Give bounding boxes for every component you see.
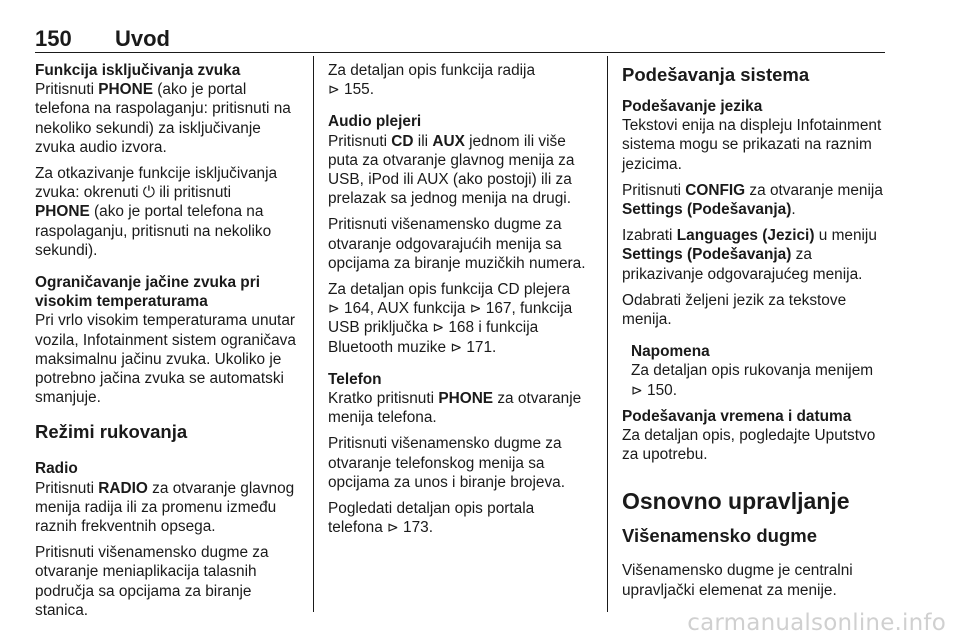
reference-arrow-icon: ⊳	[450, 338, 463, 355]
heading-audio-players: Audio plejeri	[328, 113, 422, 131]
reference-arrow-icon: ⊳	[432, 319, 445, 336]
paragraph: Pritisnuti višenamensko dugme za otvaranje meniaplikacija talasnih područja sa opcijama za biranje stanica.	[35, 544, 269, 619]
paragraph: Tekstovi enija na displeju Infotainment sistema mogu se prikazati na raznim jezicima.	[622, 117, 882, 173]
reference-arrow-icon: ⊳	[328, 81, 340, 98]
watermark: carmanualsonline.info	[687, 610, 946, 636]
heading-mute: Funkcija isključivanja zvuka	[35, 62, 241, 79]
reference-arrow-icon: ⊳	[387, 519, 399, 536]
paragraph: Pri vrlo visokim temperaturama unutar vozila, Infotainment sistem ograničava maksimalnu jačinu zvuka. Ukoliko je potrebno jačina zvuka se automatski smanjuje.	[35, 312, 296, 407]
note-box	[631, 342, 888, 400]
page-header	[35, 26, 885, 52]
header-rule	[35, 52, 885, 53]
column-3	[622, 61, 888, 607]
paragraph: Za detaljan opis, pogledajte Uputstvo za upotrebu.	[622, 427, 876, 464]
heading-multifunction-knob: Višenamensko dugme	[622, 525, 818, 547]
paragraph: Za otkazivanje funkcije isključivanja zvuka: okrenuti ⏻ ili pritisnuti PHONE (ako je portal telefona na raspolaganju, pritisnuti na nekoliko sekundi).	[35, 165, 278, 259]
heading-basic-operation: Osnovno upravljanje	[622, 488, 850, 515]
note-title: Napomena	[631, 343, 710, 361]
paragraph: Za detaljan opis funkcija CD plejera ⊳ 164, AUX funkcija ⊳ 167, funkcija USB priključka ⊳ 168 i funkcija Bluetooth muzike ⊳ 171.	[328, 281, 573, 356]
paragraph: Pritisnuti CD ili AUX jednom ili više puta za otvaranje glavnog menija za USB, iPod ili AUX (ako postoji) ili za prelazak sa jednog menija na drugi.	[328, 132, 575, 208]
paragraph: Pritisnuti višenamensko dugme za otvaranje odgovarajućih menija sa opcijama za biranje muzičkih numera.	[328, 216, 586, 272]
heading-volume-limit: Ograničavanje jačine zvuka pri visokim temperaturama	[35, 274, 260, 311]
power-knob-icon: ⏻	[142, 184, 155, 202]
note-text: Za detaljan opis rukovanja menijem ⊳ 150.	[631, 362, 874, 399]
reference-arrow-icon: ⊳	[328, 300, 340, 317]
column-1	[35, 61, 299, 627]
heading-language: Podešavanje jezika	[622, 98, 763, 115]
heading-time-date: Podešavanja vremena i datuma	[622, 407, 852, 425]
heading-phone: Telefon	[328, 370, 382, 388]
reference-arrow-icon: ⊳	[469, 300, 482, 317]
column-divider	[607, 56, 608, 612]
paragraph: Pritisnuti RADIO za otvaranje glavnog menija radija ili za promenu između raznih frekventnih opsega.	[35, 479, 295, 536]
paragraph: Izabrati Languages (Jezici) u meniju Settings (Podešavanja) za prikazivanje odgovarajućeg menija.	[622, 227, 877, 283]
column-divider	[313, 56, 314, 612]
reference-arrow-icon: ⊳	[631, 381, 643, 398]
heading-modes: Režimi rukovanja	[35, 421, 188, 443]
paragraph: Odabrati željeni jezik za tekstove menija.	[622, 291, 847, 329]
paragraph: Pritisnuti višenamensko dugme za otvaranje telefonskog menija sa opcijama za unos i biranje brojeva.	[328, 435, 565, 491]
column-2	[328, 61, 592, 544]
heading-system-settings: Podešavanja sistema	[622, 64, 810, 85]
paragraph: Za detaljan opis funkcija radija ⊳ 155.	[328, 62, 536, 99]
page-title: Uvod	[115, 26, 170, 51]
paragraph: Pritisnuti CONFIG za otvaranje menija Settings (Podešavanja).	[622, 181, 883, 219]
paragraph: Pogledati detaljan opis portala telefona ⊳ 173.	[328, 500, 535, 537]
page-number: 150	[35, 26, 72, 51]
paragraph: Kratko pritisnuti PHONE za otvaranje menija telefona.	[328, 390, 582, 427]
paragraph: Pritisnuti PHONE (ako je portal telefona na raspolaganju: pritisnuti na nekoliko sekundi) za isključivanje zvuka audio izvora.	[35, 81, 291, 156]
paragraph: Višenamensko dugme je centralni upravljački elemenat za menije.	[622, 562, 853, 599]
heading-radio: Radio	[35, 460, 78, 478]
